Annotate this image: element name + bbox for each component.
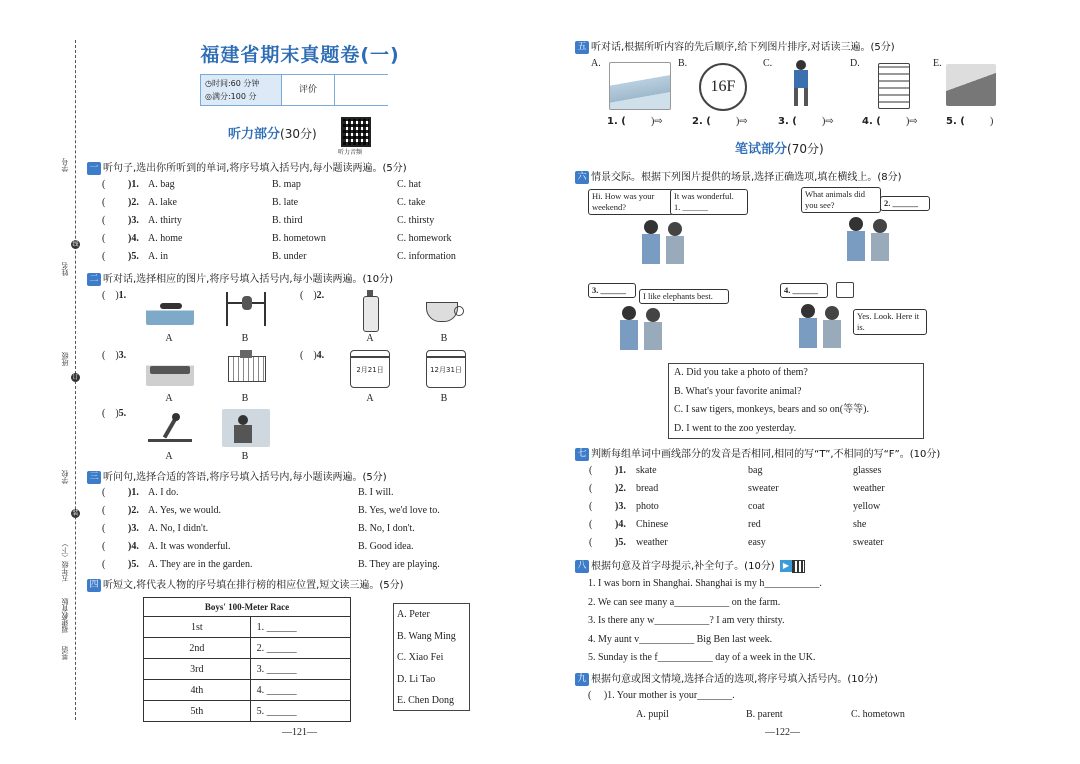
- spine-label-school: 学校: [61, 470, 69, 484]
- word-a: bread: [636, 483, 659, 494]
- two-boys-illustration: [640, 220, 690, 266]
- spine-label-name: 姓名: [61, 262, 69, 276]
- s2-q1[interactable]: ( )1.: [102, 290, 127, 301]
- option-label: B: [241, 451, 249, 462]
- question-number: )4.: [615, 519, 626, 530]
- section-1-title: [87, 159, 407, 175]
- option-label: A: [366, 393, 374, 404]
- order-slot[interactable]: 2. (: [692, 116, 711, 127]
- answer-paren[interactable]: (: [102, 541, 106, 552]
- question-number: )4.: [128, 541, 139, 552]
- fill-in-sentence[interactable]: 2. We can see many a___________ on the farm.: [588, 596, 781, 608]
- pic-label: D.: [850, 58, 860, 69]
- pic-label: A.: [591, 58, 601, 69]
- question-number: )5.: [615, 537, 626, 548]
- written-points: (70分): [787, 142, 824, 156]
- exam-time-full: [205, 77, 259, 103]
- word-a: photo: [636, 501, 659, 512]
- page-number-left: —121—: [282, 727, 317, 738]
- section-8-title: [575, 557, 805, 573]
- order-arrow: ): [990, 116, 994, 127]
- option-a: A. Yes, we would.: [148, 505, 222, 516]
- speech-bubble: Hi. How was your weekend?: [588, 189, 674, 215]
- section-6-title-text: 情景交际。根据下列图片提供的场景,选择正确选项,填在横线上。(8分): [591, 172, 902, 183]
- dialogue-choices-box: [668, 363, 924, 439]
- option-label: B: [440, 393, 448, 404]
- race-blank[interactable]: 3. ______: [250, 659, 350, 680]
- option-c: C. take: [397, 197, 426, 208]
- answer-paren[interactable]: (: [102, 523, 106, 534]
- option-label: A: [366, 333, 374, 344]
- option-b: B. third: [272, 215, 303, 226]
- question-number: )3.: [128, 523, 139, 534]
- s9-option: C. hometown: [851, 709, 905, 720]
- building-picture[interactable]: [878, 63, 910, 109]
- answer-paren[interactable]: (: [102, 251, 106, 262]
- option-b: B. under: [272, 251, 307, 262]
- speech-bubble: What animals did you see?: [801, 187, 881, 213]
- word-b: red: [748, 519, 761, 530]
- spine-label-subject: 英语: [61, 646, 69, 660]
- boat-race-picture[interactable]: [146, 352, 194, 386]
- s2-q4[interactable]: ( )4.: [300, 350, 325, 361]
- option-b: B. map: [272, 179, 301, 190]
- race-table-title: Boys' 100-Meter Race: [144, 598, 351, 617]
- fill-in-sentence[interactable]: 1. I was born in Shanghai. Shanghai is my h___________.: [588, 578, 822, 589]
- section-2-number: 二: [87, 273, 101, 286]
- speech-bubble: Yes. Look. Here it is.: [853, 309, 927, 335]
- order-arrow: )⇨: [651, 116, 663, 127]
- answer-paren[interactable]: (: [102, 233, 106, 244]
- section-9-title: [575, 670, 878, 686]
- option-c: C. homework: [397, 233, 452, 244]
- section-4-title-text: 听短文,将代表人物的序号填在排行榜的相应位置,短文读三遍。(5分): [103, 580, 404, 591]
- section-6-number: 六: [575, 171, 589, 184]
- calendar-date: 12月31日: [430, 366, 462, 374]
- order-slot[interactable]: 3. (: [778, 116, 797, 127]
- option-label: B: [241, 333, 249, 344]
- word-a: Chinese: [636, 519, 669, 530]
- people-options-box: [393, 603, 470, 711]
- s9-q1-text: )1. Your mother is your_______.: [603, 690, 735, 701]
- section-9-number: 九: [575, 673, 589, 686]
- listening-points: (30分): [280, 127, 317, 141]
- s9-q1[interactable]: ( )1. Your mother is your_______.: [588, 690, 735, 701]
- speech-bubble: I like elephants best.: [639, 289, 729, 304]
- option-b: B. They are playing.: [358, 559, 440, 570]
- spine-label-class: 班级: [61, 352, 69, 366]
- option-a: A. lake: [148, 197, 177, 208]
- section-3-title-text: 听问句,选择合适的答语,将序号填入括号内,每小题读两遍。(5分): [103, 472, 387, 483]
- option-a: A. They are in the garden.: [148, 559, 253, 570]
- s2-q5-label: 5.: [118, 408, 127, 419]
- camera-icon: [836, 282, 854, 298]
- question-number: )3.: [128, 215, 139, 226]
- order-slot[interactable]: 4. (: [862, 116, 881, 127]
- word-c: sweater: [853, 537, 884, 548]
- word-b: easy: [748, 537, 766, 548]
- race-place: 3rd: [144, 659, 251, 680]
- section-4-number: 四: [87, 579, 101, 592]
- option-b: B. hometown: [272, 233, 326, 244]
- person-option: B. Wang Ming: [397, 630, 456, 642]
- qr-code-icon[interactable]: [341, 117, 371, 147]
- word-c: yellow: [853, 501, 881, 512]
- race-place: 4th: [144, 680, 251, 701]
- option-a: A. I do.: [148, 487, 179, 498]
- calendar-date: 2月21日: [356, 366, 384, 374]
- answer-paren[interactable]: (: [589, 483, 593, 494]
- s2-q3[interactable]: ( )3.: [102, 350, 127, 361]
- option-label: A: [165, 393, 173, 404]
- option-b: B. Good idea.: [358, 541, 414, 552]
- two-boys-illustration: [618, 306, 668, 352]
- high-jump-picture[interactable]: [222, 292, 270, 326]
- section-2-title: [87, 270, 393, 286]
- section-8-number: 八: [575, 560, 589, 573]
- exam-info-box: [200, 74, 388, 106]
- race-blank[interactable]: 5. ______: [250, 701, 350, 722]
- skating-girl-picture[interactable]: [788, 60, 814, 110]
- race-blank[interactable]: 4. ______: [250, 680, 350, 701]
- s2-q2[interactable]: ( )2.: [300, 290, 325, 301]
- answer-paren[interactable]: (: [589, 501, 593, 512]
- exam-full-score: 满分:100 分: [211, 92, 257, 101]
- question-number: )5.: [128, 559, 139, 570]
- order-slot[interactable]: 1. (: [607, 116, 626, 127]
- question-number: )1.: [128, 179, 139, 190]
- dialogue-choice: D. I went to the zoo yesterday.: [674, 422, 797, 434]
- option-a: A. in: [148, 251, 168, 262]
- option-b: B. No, I don't.: [358, 523, 415, 534]
- option-a: A. thirty: [148, 215, 182, 226]
- water-bottle-picture[interactable]: [362, 290, 378, 330]
- calendar-picture[interactable]: [350, 350, 390, 388]
- section-8-title-text: 根据句意及首字母提示,补全句子。(10分): [591, 561, 775, 572]
- section-9-title-text: 根据句意或图文情境,选择合适的选项,将序号填入括号内。(10分): [591, 674, 878, 685]
- order-slot[interactable]: 5. (: [946, 116, 965, 127]
- s2-q2-label: 2.: [316, 290, 325, 301]
- spine-mark: 线: [72, 241, 79, 248]
- section-5-title-text: 听对话,根据所听内容的先后顺序,给下列图片排序,对话读三遍。(5分): [591, 42, 895, 53]
- reading-boy-picture[interactable]: [222, 409, 270, 447]
- spine-mark: 装: [72, 510, 79, 517]
- word-a: skate: [636, 465, 657, 476]
- check-icon: ◎: [205, 92, 212, 101]
- spine-label-id: 学号: [61, 158, 69, 172]
- two-boys-illustration: [797, 304, 847, 350]
- option-b: B. late: [272, 197, 299, 208]
- answer-blank-1[interactable]: 1. ______: [674, 202, 708, 212]
- option-a: A. home: [148, 233, 183, 244]
- answer-paren[interactable]: (: [102, 215, 106, 226]
- word-b: sweater: [748, 483, 779, 494]
- play-icon[interactable]: ▶: [780, 560, 792, 572]
- section-6-title: [575, 168, 902, 184]
- race-blank[interactable]: 2. ______: [250, 638, 350, 659]
- s9-option: B. parent: [746, 709, 783, 720]
- option-label: B: [440, 333, 448, 344]
- s9-option: A. pupil: [636, 709, 669, 720]
- question-number: )4.: [128, 233, 139, 244]
- person-option: E. Chen Dong: [397, 695, 454, 706]
- order-arrow: )⇨: [906, 116, 918, 127]
- s2-q3-label: 3.: [118, 350, 127, 361]
- answer-blank-3[interactable]: 3. ______: [588, 283, 636, 298]
- s2-q5[interactable]: ( )5.: [102, 408, 127, 419]
- option-a: A. It was wonderful.: [148, 541, 231, 552]
- race-place: 1st: [144, 617, 251, 638]
- clock-icon: ◷: [205, 79, 212, 88]
- section-5-title: [575, 38, 895, 54]
- word-c: glasses: [853, 465, 882, 476]
- option-c: C. information: [397, 251, 456, 262]
- answer-paren[interactable]: (: [102, 559, 106, 570]
- speech-bubble: [670, 189, 748, 215]
- answer-paren[interactable]: (: [589, 537, 593, 548]
- spine-label-grade: 五年级（下）: [61, 540, 69, 582]
- word-a: weather: [636, 537, 668, 548]
- answer-paren[interactable]: (: [589, 519, 593, 530]
- score-label: 评价: [281, 75, 334, 105]
- s2-q1-label: 1.: [118, 290, 127, 301]
- s2-q4-label: 4.: [316, 350, 325, 361]
- two-boys-illustration: [845, 217, 895, 263]
- qr-caption: 听力音频: [338, 149, 363, 156]
- exam-time: 时间:60 分钟: [211, 79, 260, 88]
- spine-label-edition: 福建教育版: [61, 598, 69, 633]
- pic-label: C.: [763, 58, 773, 69]
- question-number: )1.: [615, 465, 626, 476]
- page-number-right: —122—: [765, 727, 800, 738]
- answer-paren[interactable]: (: [102, 197, 106, 208]
- pic-label: B.: [678, 58, 688, 69]
- gymnast-picture[interactable]: [146, 409, 194, 447]
- dialogue-choice: A. Did you take a photo of them?: [674, 367, 808, 378]
- answer-paren[interactable]: (: [102, 179, 106, 190]
- section-2-title-text: 听对话,选择相应的图片,将序号填入括号内,每小题读两遍。(10分): [103, 274, 394, 285]
- option-label: B: [241, 393, 249, 404]
- answer-paren[interactable]: (: [102, 487, 106, 498]
- option-label: A: [165, 333, 173, 344]
- answer-blank-2[interactable]: 2. ______: [880, 196, 930, 211]
- race-ranking-table: [143, 597, 351, 722]
- section-1-number: 一: [87, 162, 101, 175]
- question-number: )5.: [128, 251, 139, 262]
- written-title-text: 笔试部分: [735, 142, 788, 157]
- answer-paren[interactable]: (: [102, 505, 106, 516]
- word-b: coat: [748, 501, 765, 512]
- person-option: A. Peter: [397, 609, 430, 620]
- section-7-title-text: 判断每组单词中画线部分的发音是否相同,相同的写“T”,不相同的写“F”。(10分): [591, 449, 941, 460]
- option-c: C. hat: [397, 179, 421, 190]
- race-place: 2nd: [144, 638, 251, 659]
- mountains-picture[interactable]: [609, 62, 671, 110]
- option-b: B. Yes, we'd love to.: [358, 505, 440, 516]
- section-3-number: 三: [87, 471, 101, 484]
- pic-label: E.: [933, 58, 942, 69]
- person-option: D. Li Tao: [397, 673, 436, 685]
- score-field[interactable]: [334, 75, 388, 105]
- question-number: )1.: [128, 487, 139, 498]
- option-b: B. I will.: [358, 487, 394, 498]
- option-c: C. thirsty: [397, 215, 435, 226]
- playground-picture[interactable]: [222, 350, 270, 386]
- dialogue-choice: C. I saw tigers, monkeys, bears and so on(等等).: [674, 404, 869, 415]
- listening-part-title: [228, 123, 317, 142]
- written-part-title: [735, 138, 824, 157]
- section-4-title: [87, 576, 404, 592]
- section-5-number: 五: [575, 41, 589, 54]
- question-number: )2.: [128, 505, 139, 516]
- fill-in-sentence[interactable]: 4. My aunt v___________ Big Ben last week.: [588, 633, 773, 645]
- section-7-title: [575, 445, 940, 461]
- word-b: bag: [748, 465, 763, 476]
- option-label: A: [165, 451, 173, 462]
- order-arrow: )⇨: [736, 116, 748, 127]
- section-7-number: 七: [575, 448, 589, 461]
- option-a: A. bag: [148, 179, 175, 190]
- dialogue-choice: B. What's your favorite animal?: [674, 385, 802, 397]
- coffee-cup-picture[interactable]: [424, 298, 464, 324]
- fill-in-sentence[interactable]: 3. Is there any w___________? I am very thirsty.: [588, 615, 785, 626]
- race-blank[interactable]: 1. ______: [250, 617, 350, 638]
- page-title: 福建省期末真题卷(一): [200, 44, 400, 66]
- person-option: C. Xiao Fei: [397, 652, 444, 663]
- option-a: A. No, I didn't.: [148, 523, 209, 534]
- floor-sign-picture[interactable]: 16F: [699, 63, 747, 111]
- word-c: she: [853, 519, 867, 530]
- listening-title-text: 听力部分: [228, 127, 281, 142]
- question-number: )2.: [615, 483, 626, 494]
- question-number: )3.: [615, 501, 626, 512]
- section-3-title: [87, 468, 387, 484]
- question-number: )2.: [128, 197, 139, 208]
- race-place: 5th: [144, 701, 251, 722]
- section-1-title-text: 听句子,选出你所听到的单词,将序号填入括号内,每小题读两遍。(5分): [103, 163, 407, 174]
- bubble-text: It was wonderful.: [674, 191, 734, 201]
- answer-paren[interactable]: (: [589, 465, 593, 476]
- qr-code-icon[interactable]: [792, 560, 805, 573]
- calendar-picture[interactable]: [426, 350, 466, 388]
- order-arrow: )⇨: [822, 116, 834, 127]
- word-c: weather: [853, 483, 885, 494]
- spine-mark: 订: [72, 374, 79, 381]
- answer-blank-4[interactable]: 4. ______: [780, 283, 828, 298]
- fill-in-sentence[interactable]: 5. Sunday is the f___________ day of a week in the UK.: [588, 652, 816, 663]
- swimmer-picture[interactable]: [146, 293, 194, 325]
- ski-picture[interactable]: [946, 64, 996, 106]
